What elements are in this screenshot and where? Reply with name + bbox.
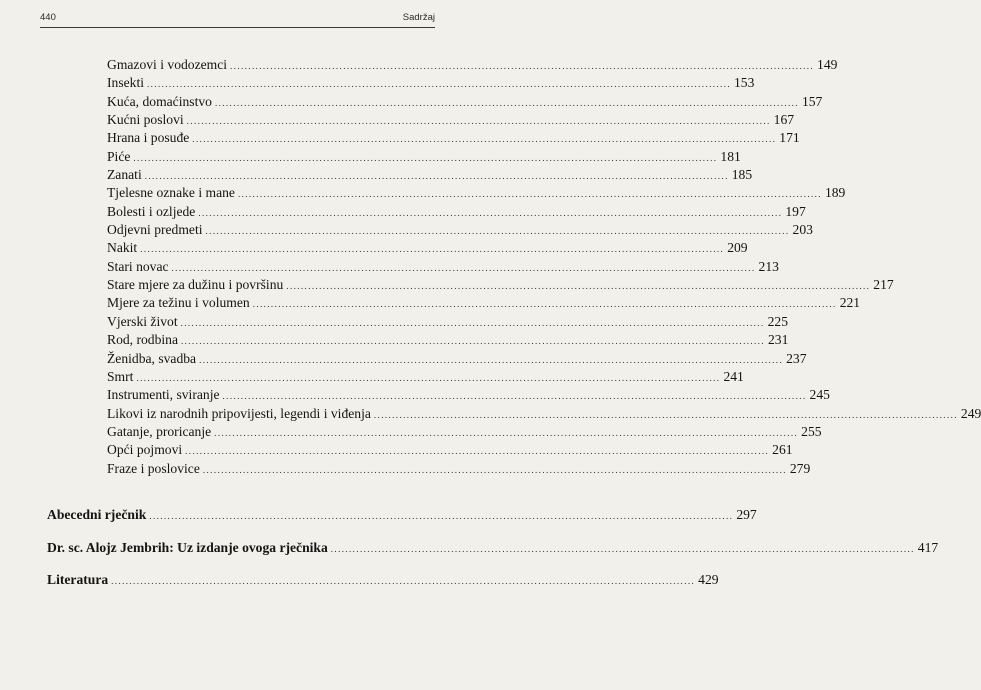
header-rule: [40, 27, 435, 28]
toc-section-label: Literatura: [47, 571, 109, 587]
toc-entry-label: Kućni poslovi: [107, 112, 184, 128]
toc-section: [47, 539, 939, 557]
leader-dots: ................................................................................................................................................................: [192, 134, 777, 145]
toc-entry: [107, 166, 753, 184]
toc-entry-label: Kuća, domaćinstvo: [107, 93, 212, 109]
toc-entry-page: 241: [723, 368, 744, 384]
toc-entry-label: Stari novac: [107, 258, 169, 274]
toc-entry: [107, 74, 755, 92]
leader-dots: ................................................................................................................................................................: [180, 336, 765, 347]
toc-entry-label: Odjevni predmeti: [107, 222, 203, 238]
toc-entry-label: Insekti: [107, 75, 144, 91]
toc-entry-page: 231: [767, 332, 789, 348]
leader-dots: ................................................................................................................................................................: [186, 116, 771, 127]
toc-entry-label: Likovi iz narodnih pripovijesti, legendi i viđenja: [107, 405, 371, 421]
toc-entry-page: 149: [817, 57, 838, 72]
leader-dots: ................................................................................................................................................................: [111, 575, 696, 586]
leader-dots: ................................................................................................................................................................: [286, 281, 871, 292]
toc-entry-page: 249: [960, 405, 981, 421]
toc-entry: [107, 441, 793, 459]
toc-entry-page: 203: [792, 222, 813, 238]
toc-entry: [107, 111, 795, 129]
toc-entry: [107, 56, 838, 74]
toc-entry-page: 225: [767, 313, 788, 329]
toc-entry: [107, 368, 744, 386]
toc-entry: [107, 294, 861, 312]
leader-dots: ................................................................................................................................................................: [171, 262, 756, 273]
toc-entry-page: 153: [734, 75, 755, 91]
toc-entry-label: Ženidba, svadba: [107, 350, 197, 366]
toc-entry-label: Rod, rodbina: [107, 332, 178, 348]
toc-entry-page: 171: [779, 130, 800, 146]
leader-dots: ................................................................................................................................................................: [140, 244, 725, 255]
leader-dots: ................................................................................................................................................................: [136, 372, 721, 383]
leader-dots: ................................................................................................................................................................: [252, 299, 837, 310]
leader-dots: ................................................................................................................................................................: [202, 464, 787, 475]
toc-entry: [107, 276, 894, 294]
spacer: [0, 478, 463, 506]
toc-entry-page: 237: [786, 350, 807, 366]
leader-dots: ................................................................................................................................................................: [230, 61, 815, 71]
toc-section-label: Dr. sc. Alojz Jembrih: Uz izdanje ovoga rječnika: [47, 540, 328, 556]
toc-entry: [107, 129, 800, 147]
toc-entry-page: 255: [801, 423, 822, 439]
toc-entry-page: 279: [789, 460, 811, 476]
toc-entry-label: Stare mjere za dužinu i površinu: [107, 277, 284, 293]
toc-entry-label: Fraze i poslovice: [107, 460, 200, 476]
leader-dots: ................................................................................................................................................................: [205, 226, 790, 237]
toc-entry-label: Smrt: [107, 368, 134, 384]
toc-entry-label: Tjelesne oznake i mane: [107, 185, 235, 201]
toc-entry-page: 261: [772, 442, 793, 458]
leader-dots: ................................................................................................................................................................: [147, 79, 731, 90]
toc-entry-label: Gatanje, proricanje: [107, 423, 212, 439]
leader-dots: ................................................................................................................................................................: [133, 152, 718, 163]
running-header: [0, 0, 463, 30]
toc-entry-page: 213: [758, 258, 779, 274]
toc-entry-page: 209: [727, 240, 748, 256]
toc-entry: [107, 148, 741, 166]
toc-entry-page: 221: [839, 295, 861, 311]
toc-section-page: 429: [698, 571, 719, 587]
leader-dots: ................................................................................................................................................................: [144, 171, 729, 182]
toc-entry: [107, 386, 830, 404]
toc-entry-label: Instrumenti, sviranje: [107, 387, 220, 403]
toc-entry: [107, 313, 788, 331]
toc-entry-label: Zanati: [107, 167, 142, 183]
toc-entry: [107, 350, 807, 368]
toc-entry-label: Vjerski život: [107, 313, 178, 329]
leader-dots: ................................................................................................................................................................: [185, 446, 770, 457]
toc-entry: [107, 331, 789, 349]
toc-entry: [107, 460, 811, 478]
toc-section: [47, 506, 757, 524]
toc-entry-page: 167: [773, 112, 795, 128]
table-of-contents: [0, 56, 981, 589]
toc-entry-label: Hrana i posuđe: [107, 130, 190, 146]
leader-dots: ................................................................................................................................................................: [330, 544, 915, 555]
toc-entry-page: 217: [873, 277, 894, 293]
toc-entry-label: Opći pojmovi: [107, 442, 183, 458]
toc-entry-label: Nakit: [107, 240, 138, 256]
toc-entry: [107, 239, 748, 257]
toc-section-label: Abecedni rječnik: [47, 506, 147, 522]
leader-dots: ................................................................................................................................................................: [222, 391, 807, 402]
leader-dots: ................................................................................................................................................................: [237, 189, 822, 200]
leader-dots: ................................................................................................................................................................: [214, 97, 799, 108]
toc-entry-page: 185: [731, 167, 753, 183]
toc-entry: [107, 93, 823, 111]
toc-entry: [107, 184, 846, 202]
toc-entry: [107, 258, 779, 276]
toc-entry-label: Piće: [107, 148, 131, 164]
toc-entry: [107, 221, 813, 239]
running-section-title: Sadržaj: [402, 12, 435, 23]
toc-entry-page: 181: [720, 148, 741, 164]
leader-dots: ................................................................................................................................................................: [180, 317, 765, 328]
toc-entry: [107, 405, 981, 423]
toc-section-page: 297: [736, 506, 757, 522]
toc-entry: [107, 203, 806, 221]
spacer: [0, 558, 463, 571]
spacer: [0, 524, 463, 539]
leader-dots: ................................................................................................................................................................: [199, 354, 784, 365]
toc-entry: [107, 423, 822, 441]
toc-section: [47, 571, 719, 589]
toc-section-page: 417: [917, 540, 939, 556]
leader-dots: ................................................................................................................................................................: [373, 409, 958, 420]
toc-entry-page: 157: [801, 93, 823, 109]
toc-entry-label: Bolesti i ozljede: [107, 203, 196, 219]
leader-dots: ................................................................................................................................................................: [198, 207, 783, 218]
toc-entry-page: 245: [809, 387, 830, 403]
toc-entry-label: Mjere za težinu i volumen: [107, 295, 250, 311]
leader-dots: ................................................................................................................................................................: [214, 427, 799, 438]
toc-entry-page: 197: [785, 203, 806, 219]
toc-entry-label: Gmazovi i vodozemci: [107, 57, 228, 72]
leader-dots: ................................................................................................................................................................: [149, 510, 734, 521]
toc-entry-page: 189: [824, 185, 846, 201]
page-number: 440: [40, 12, 56, 23]
